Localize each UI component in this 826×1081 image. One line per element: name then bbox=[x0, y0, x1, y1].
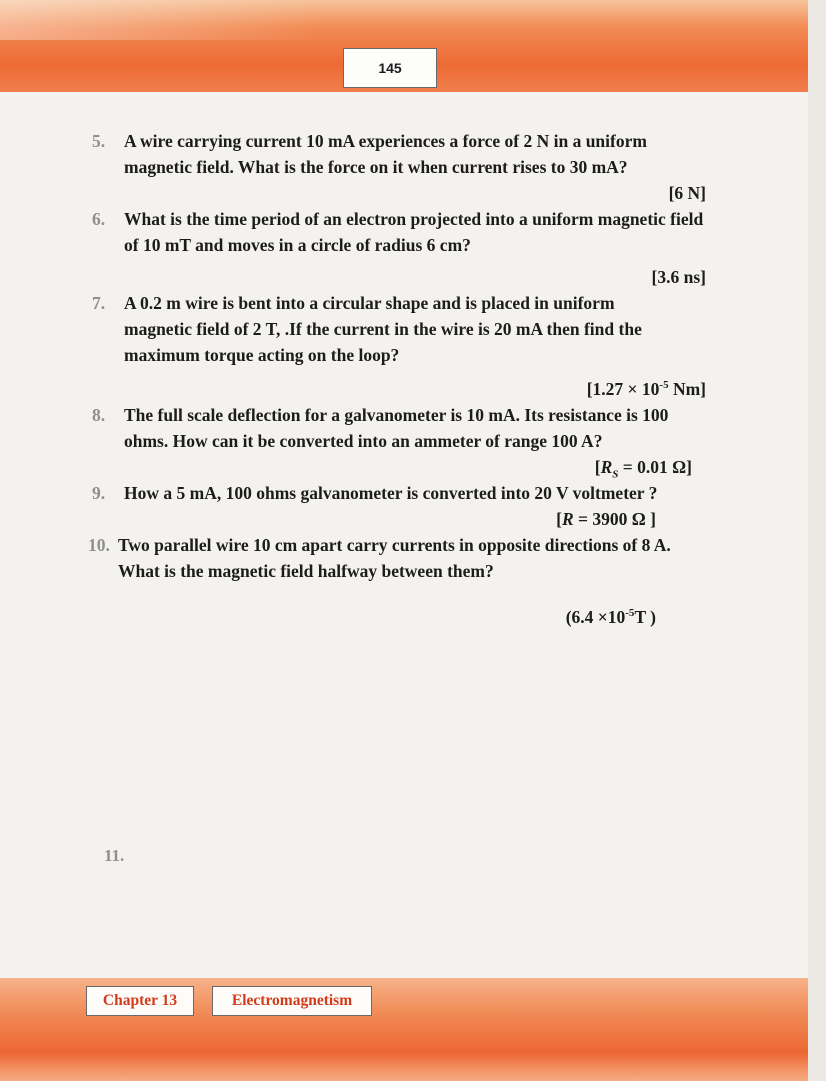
chapter-title: Electromagnetism bbox=[212, 986, 372, 1016]
question-number: 7. bbox=[92, 293, 106, 313]
answer-9: [R = 3900 Ω ] bbox=[556, 509, 656, 529]
question-text: Two parallel wire 10 cm apart carry currents in opposite directions of 8 A. What is the magnetic field halfway between them? bbox=[118, 535, 671, 581]
question-7 bbox=[88, 290, 708, 368]
page-edge bbox=[808, 0, 826, 1081]
question-number: 10. bbox=[88, 535, 110, 555]
question-5 bbox=[88, 128, 708, 180]
question-text: How a 5 mA, 100 ohms galvanometer is converted into 20 V voltmeter ? bbox=[124, 483, 658, 503]
question-number: 6. bbox=[92, 209, 106, 229]
question-6 bbox=[88, 206, 708, 258]
question-number: 9. bbox=[92, 483, 106, 503]
answer-7: [$1.27 \times 10^{-5}$ Nm] bbox=[586, 379, 706, 399]
question-number: 8. bbox=[92, 405, 106, 425]
page-number: 145 bbox=[343, 48, 437, 88]
question-number: 5. bbox=[92, 131, 106, 151]
answer-10: ($6.4 \times 10^{-5}T$ ) bbox=[565, 607, 656, 627]
answer-5: [6 N] bbox=[668, 183, 706, 203]
question-text: What is the time period of an electron projected into a uniform magnetic field of 10 mT and moves in a circle of radius 6 cm? bbox=[124, 209, 704, 255]
question-10 bbox=[88, 532, 708, 584]
question-11-number: 11. bbox=[104, 846, 125, 865]
chapter-label: Chapter 13 bbox=[86, 986, 194, 1016]
question-list bbox=[88, 128, 708, 630]
question-text: A 0.2 m wire is bent into a circular shape and is placed in uniform magnetic field of 2 T, .If the current in the wire is 20 mA then find the maximum torque acting on the loop? bbox=[124, 293, 642, 365]
question-8 bbox=[88, 402, 708, 454]
question-text: The full scale deflection for a galvanometer is 10 mA. Its resistance is 100 ohms. How can it be converted into an ammeter of range 100 A? bbox=[124, 405, 669, 451]
question-9 bbox=[88, 480, 708, 506]
answer-8: [$R_S = 0.01$ Ω] bbox=[594, 457, 692, 481]
answer-6: [3.6 ns] bbox=[651, 267, 706, 287]
question-text: A wire carrying current 10 mA experiences a force of 2 N in a uniform magnetic field. What is the force on it when current rises to 30 mA? bbox=[124, 131, 647, 177]
